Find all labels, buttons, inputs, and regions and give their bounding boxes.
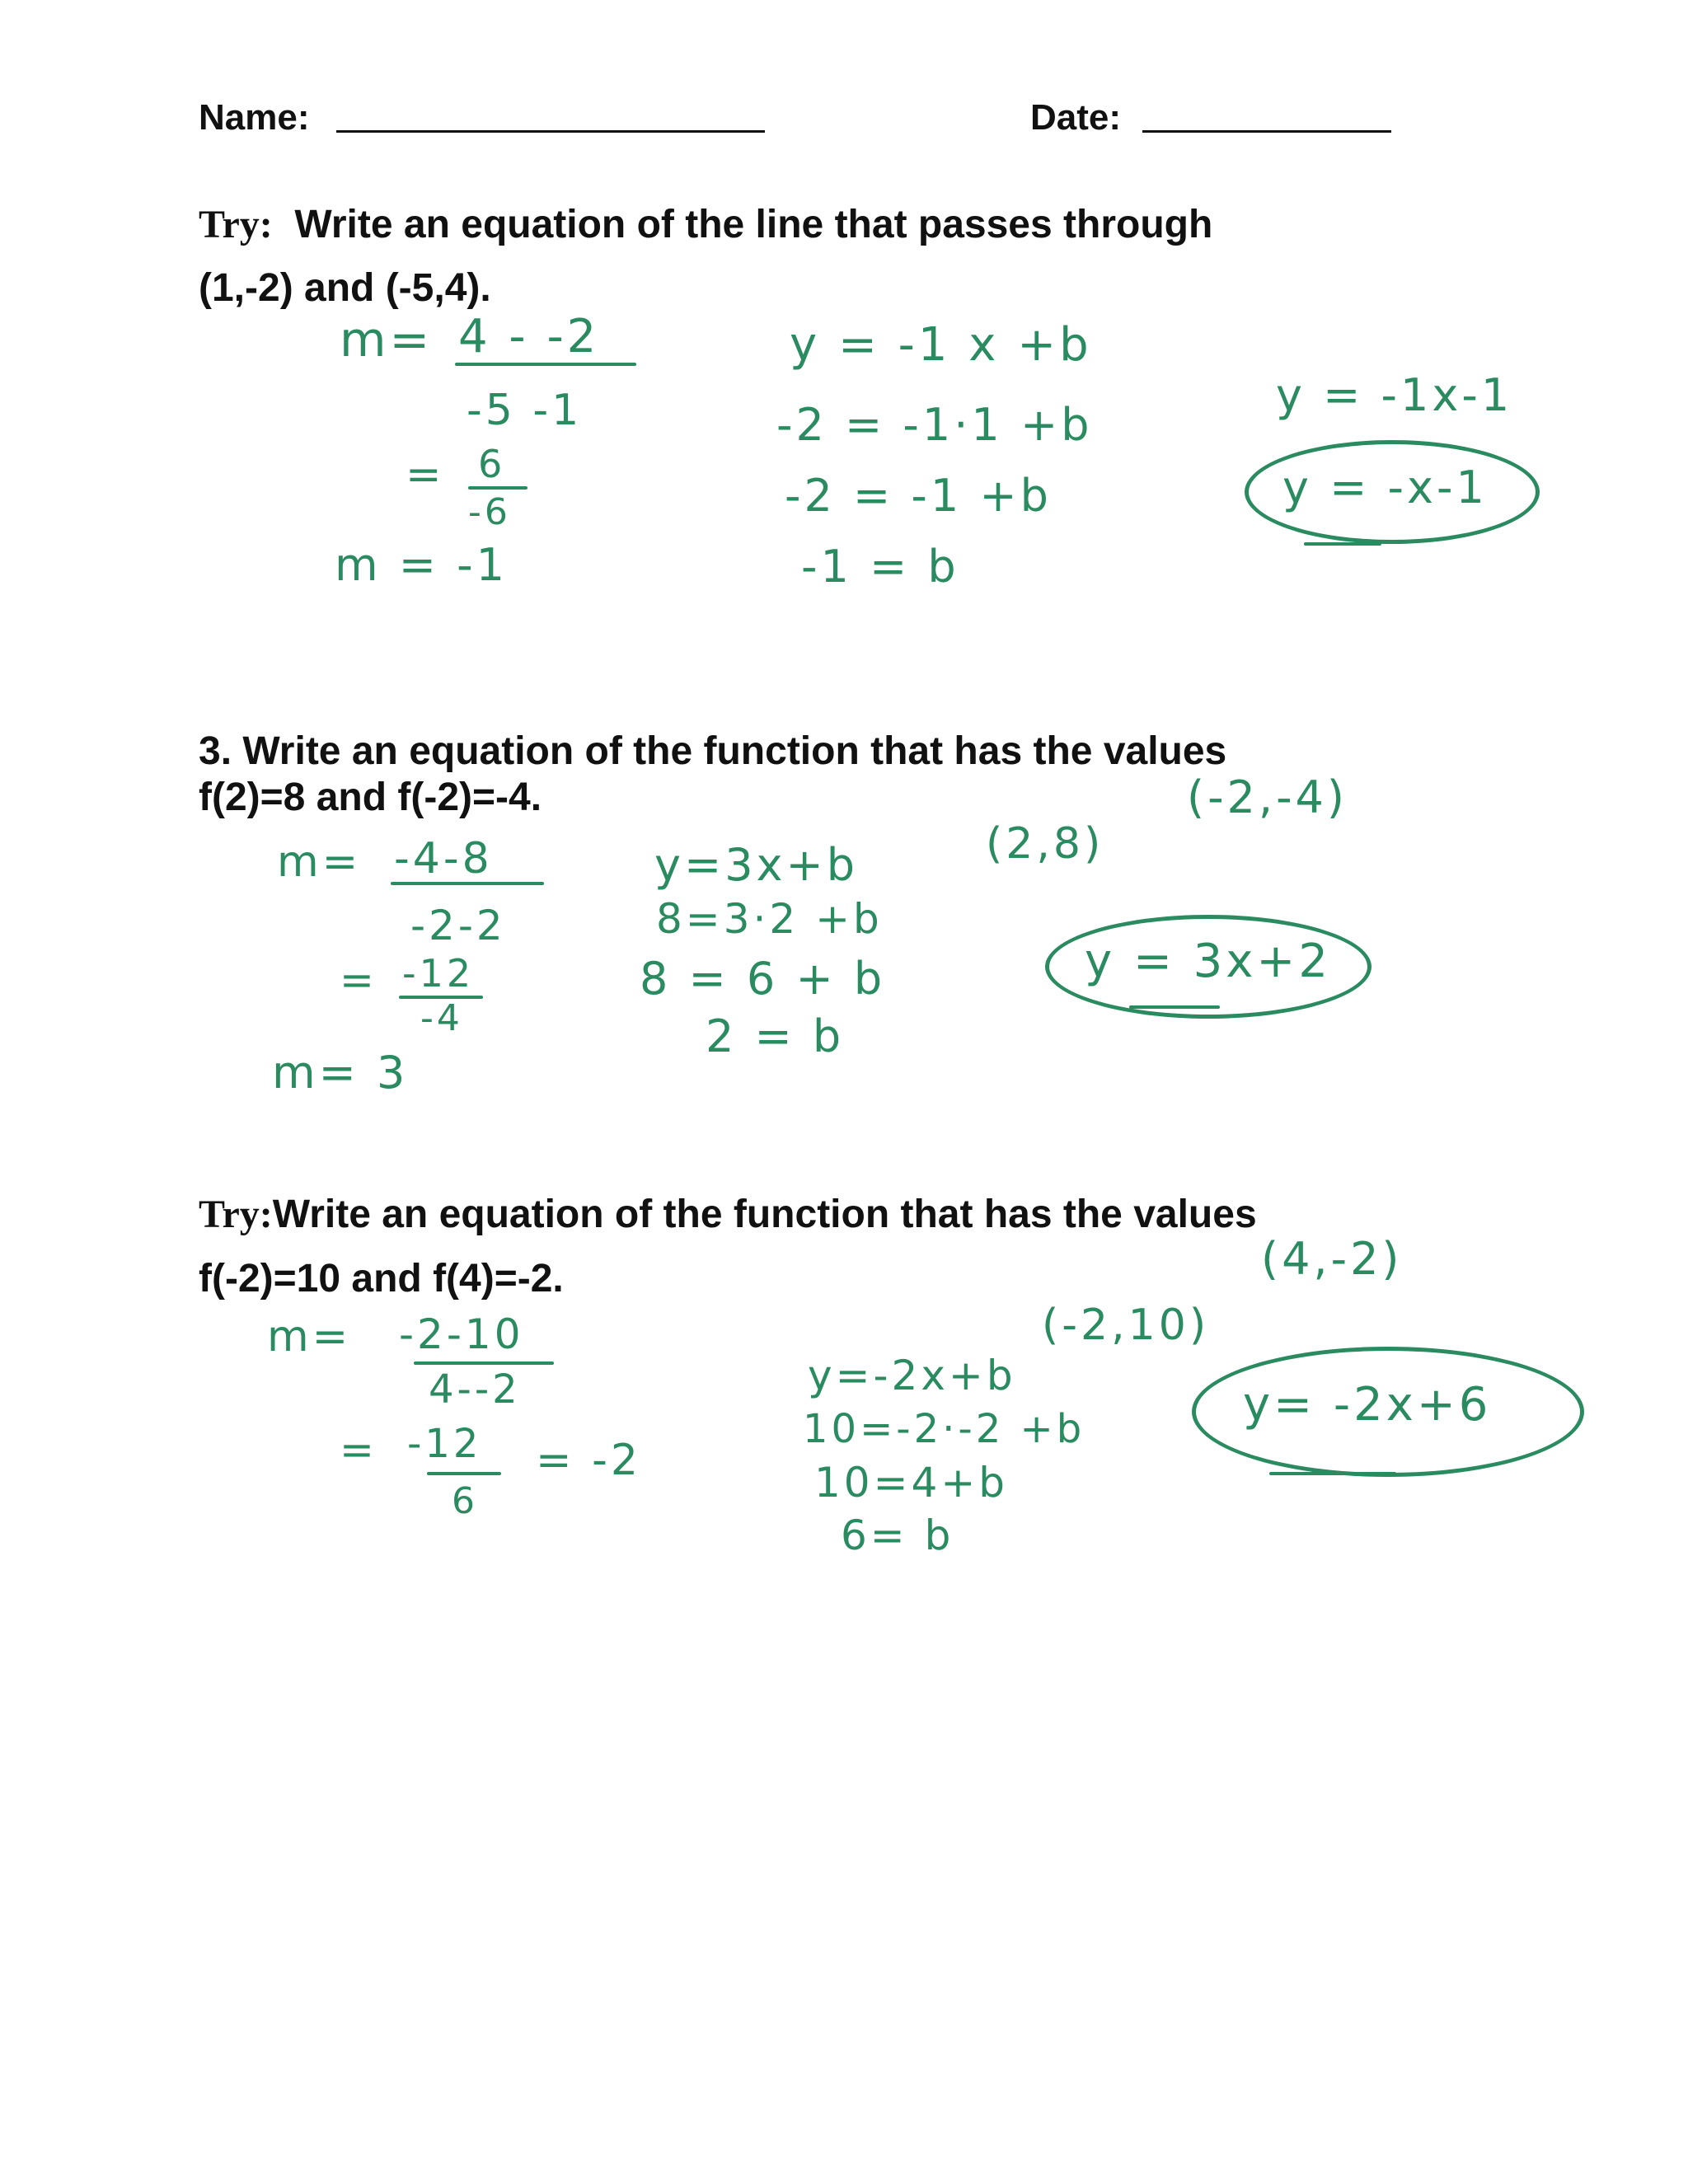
problem1-question: Write an equation of the line that passes through xyxy=(294,203,1213,246)
name-label: Name: xyxy=(199,97,310,138)
name-blank-line xyxy=(336,130,765,133)
p1-slope-lhs: m= xyxy=(340,312,434,368)
problem1-prefix: Try: xyxy=(199,203,273,246)
p1-eq2-lhs: = xyxy=(406,450,445,499)
date-blank-line xyxy=(1142,130,1391,133)
problem4-question: Write an equation of the function that has the values xyxy=(272,1193,1257,1236)
p3-eq2-numerator: -12 xyxy=(402,951,475,996)
problem4-prompt-line1 xyxy=(199,1192,1257,1237)
p4-sub-line4: 6= b xyxy=(841,1511,954,1559)
problem1-points: (1,-2) and (-5,4). xyxy=(199,266,491,310)
p1-fraction-bar xyxy=(455,363,636,366)
p3-sub-line4: 2 = b xyxy=(706,1010,845,1062)
p1-sub-line3: -2 = -1 +b xyxy=(785,470,1052,522)
p1-eq2-numerator: 6 xyxy=(478,442,506,486)
p4-sub-line1: y=-2x+b xyxy=(808,1352,1016,1399)
p3-point-a: (-2,-4) xyxy=(1187,771,1348,823)
problem3-prompt-line2: f(2)=8 and f(-2)=-4. xyxy=(199,776,542,819)
p4-point-a: (4,-2) xyxy=(1261,1233,1403,1285)
p3-sub-line2: 8=3·2 +b xyxy=(656,895,883,943)
p4-answer-underline xyxy=(1269,1472,1396,1475)
p1-slope-result: m = -1 xyxy=(335,539,509,591)
p4-slope-lhs: m= xyxy=(267,1312,352,1361)
p3-slope-numerator: -4-8 xyxy=(394,834,493,883)
p1-sub-line2: -2 = -1·1 +b xyxy=(776,399,1093,451)
p4-answer: y= -2x+6 xyxy=(1243,1378,1492,1432)
p1-eq2-denominator: -6 xyxy=(468,491,511,533)
p1-sub-line4: -1 = b xyxy=(801,541,959,593)
p4-eq2-rhs: = -2 xyxy=(536,1436,641,1485)
p1-final-line: y = -1x-1 xyxy=(1276,369,1513,421)
p3-eq2-lhs: = xyxy=(340,956,377,1004)
problem1-prompt-line1 xyxy=(199,202,1212,247)
p1-answer: y = -x-1 xyxy=(1282,462,1488,513)
p4-eq2-bar xyxy=(427,1472,501,1475)
p4-eq2-numerator: -12 xyxy=(407,1421,482,1467)
p4-sub-line2: 10=-2·-2 +b xyxy=(803,1406,1085,1452)
p3-sub-line3: 8 = 6 + b xyxy=(640,953,886,1005)
problem3-prompt-line1: 3. Write an equation of the function that has the values xyxy=(199,729,1227,773)
problem4-prompt-line2: f(-2)=10 and f(4)=-2. xyxy=(199,1257,564,1301)
p4-fraction-bar xyxy=(414,1361,554,1365)
p3-sub-line1: y=3x+b xyxy=(654,839,859,891)
p3-answer: y = 3x+2 xyxy=(1085,935,1331,988)
p4-eq2-lhs: = xyxy=(340,1426,377,1474)
p1-slope-denominator: -5 -1 xyxy=(467,386,583,435)
p1-sub-line1: y = -1 x +b xyxy=(790,318,1092,372)
p1-slope-numerator: 4 - -2 xyxy=(458,310,600,363)
problem4-prefix: Try: xyxy=(199,1193,273,1236)
p4-slope-denominator: 4--2 xyxy=(429,1366,521,1413)
p3-fraction-bar xyxy=(391,882,544,885)
p4-point-b: (-2,10) xyxy=(1042,1301,1210,1350)
p3-eq2-denominator: -4 xyxy=(420,997,463,1039)
date-label: Date: xyxy=(1030,97,1122,138)
p1-answer-underline xyxy=(1304,542,1381,546)
p3-answer-underline xyxy=(1129,1005,1220,1009)
p3-point-b: (2,8) xyxy=(986,819,1104,869)
p3-slope-lhs: m= xyxy=(277,837,362,887)
p1-eq2-bar xyxy=(468,486,528,490)
p4-eq2-denominator: 6 xyxy=(452,1480,478,1522)
p4-slope-numerator: -2-10 xyxy=(399,1310,524,1358)
p3-slope-result: m= 3 xyxy=(272,1047,409,1099)
p4-sub-line3: 10=4+b xyxy=(814,1459,1008,1507)
p3-slope-denominator: -2-2 xyxy=(410,902,506,949)
